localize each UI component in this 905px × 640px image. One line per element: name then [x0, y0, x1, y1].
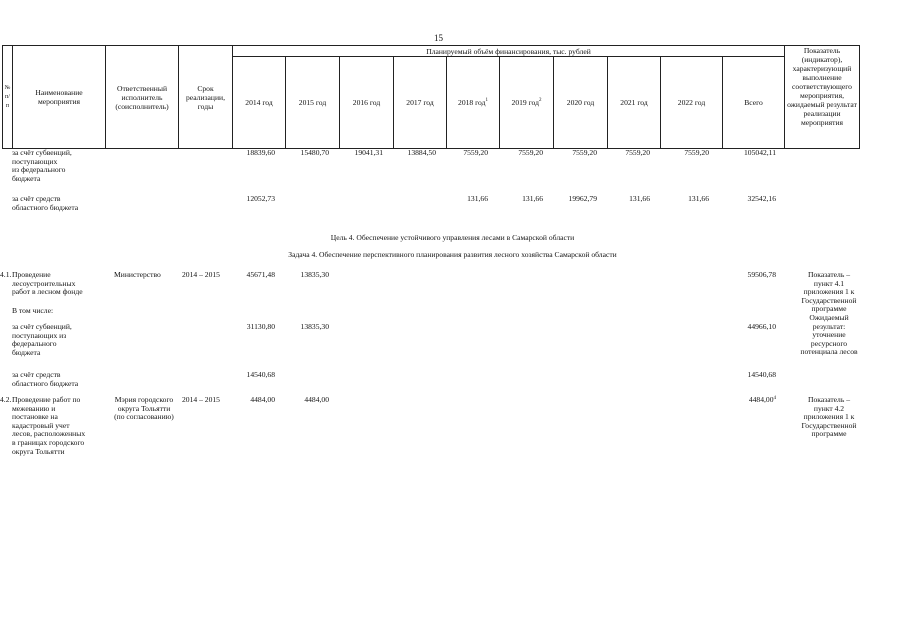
- cell-value: 12052,73: [246, 194, 275, 203]
- item-indicator: Показатель – пункт 4.1 приложения 1 к Государственной программе Ожидаемый результат: уточнение ресурсного потенциала лесов: [800, 270, 858, 357]
- including-label: В том числе:: [12, 306, 54, 315]
- cell-value: 13835,30: [300, 270, 329, 279]
- header-num-cell: № п/п: [3, 46, 13, 149]
- goal-title: Цель 4. Обеспечение устойчивого управления лесами в Самарской области: [330, 233, 575, 242]
- cell-value: 7559,20: [518, 148, 543, 157]
- cell-value: 131,66: [629, 194, 650, 203]
- cell-value: 131,66: [688, 194, 709, 203]
- header-year-2014: 2014 год: [233, 57, 286, 149]
- header-year-2015: 2015 год: [286, 57, 340, 149]
- header-year-2020: 2020 год: [554, 57, 608, 149]
- item-number: 4.1.: [0, 270, 12, 279]
- cell-value: 131,66: [467, 194, 488, 203]
- cell-value: 4484,00: [304, 395, 329, 404]
- header-indicator-cell: Показатель (индикатор), характеризующий выполнение соответствующего мероприятия, ожидаемый результат реализации мероприятия: [785, 46, 860, 149]
- header-name-cell: Наименование мероприятия: [13, 46, 106, 149]
- cell-value: 14540,68: [246, 370, 275, 379]
- cell-value: 45671,48: [246, 270, 275, 279]
- header-term-cell: Срок реализации, годы: [179, 46, 233, 149]
- item-number: 4.2.: [0, 395, 12, 404]
- cell-value: 13884,50: [407, 148, 436, 157]
- header-year-2022: 2022 год: [661, 57, 723, 149]
- cell-value-total: 44966,10: [747, 322, 776, 331]
- item-term: 2014 – 2015: [182, 270, 220, 279]
- funding-table-header: [2, 45, 860, 149]
- sub-label-subventions: за счёт субвенций, поступающих из федерального бюджета: [12, 322, 72, 357]
- item-executor: Министерство: [114, 270, 161, 279]
- item-executor: Мэрия городского округа Тольятти (по согласованию): [114, 395, 174, 422]
- row-label-subventions: за счёт субвенций, поступающих из федерального бюджета: [12, 148, 72, 183]
- cell-value: 131,66: [522, 194, 543, 203]
- cell-value: 19041,31: [354, 148, 383, 157]
- header-funding-group: Планируемый объём финансирования, тыс. рублей: [233, 46, 785, 57]
- cell-value-total: 14540,68: [747, 370, 776, 379]
- cell-value: 7559,20: [572, 148, 597, 157]
- cell-value: 4484,00: [250, 395, 275, 404]
- row-label-regional: за счёт средств областного бюджета: [12, 194, 79, 212]
- header-year-2019: 2019 год$^2$: [500, 57, 554, 149]
- cell-value-total: 4484,00$^4$: [748, 395, 776, 404]
- cell-value: 7559,20: [684, 148, 709, 157]
- item-indicator: Показатель – пункт 4.2 приложения 1 к Государственной программе: [801, 395, 857, 439]
- page-number: 15: [434, 33, 443, 43]
- cell-value: 13835,30: [300, 322, 329, 331]
- item-term: 2014 – 2015: [182, 395, 220, 404]
- item-name: Проведение работ по межеванию и постановке на кадастровый учет лесов, расположенных в границах городского округа Тольятти: [12, 395, 86, 456]
- cell-value: 15480,70: [300, 148, 329, 157]
- header-executor-cell: Ответственный исполнитель (соисполнитель): [106, 46, 179, 149]
- header-year-2017: 2017 год: [394, 57, 447, 149]
- cell-value: 32542,16: [747, 194, 776, 203]
- cell-value-total: 59506,78: [747, 270, 776, 279]
- header-total: Всего: [723, 57, 785, 149]
- item-name: Проведение лесоустроительных работ в лесном фонде: [12, 270, 83, 297]
- cell-value: 19962,79: [568, 194, 597, 203]
- header-year-2021: 2021 год: [608, 57, 661, 149]
- header-year-2018: 2018 год$^1$: [447, 57, 500, 149]
- sub-label-regional: за счёт средств областного бюджета: [12, 370, 79, 388]
- cell-value: 18839,60: [246, 148, 275, 157]
- cell-value: 31130,80: [246, 322, 275, 331]
- task-title: Задача 4. Обеспечение перспективного планирования развития лесного хозяйства Самарской области: [288, 250, 617, 259]
- cell-value: 7559,20: [463, 148, 488, 157]
- cell-value: 105042,11: [744, 148, 776, 157]
- cell-value: 7559,20: [625, 148, 650, 157]
- header-year-2016: 2016 год: [340, 57, 394, 149]
